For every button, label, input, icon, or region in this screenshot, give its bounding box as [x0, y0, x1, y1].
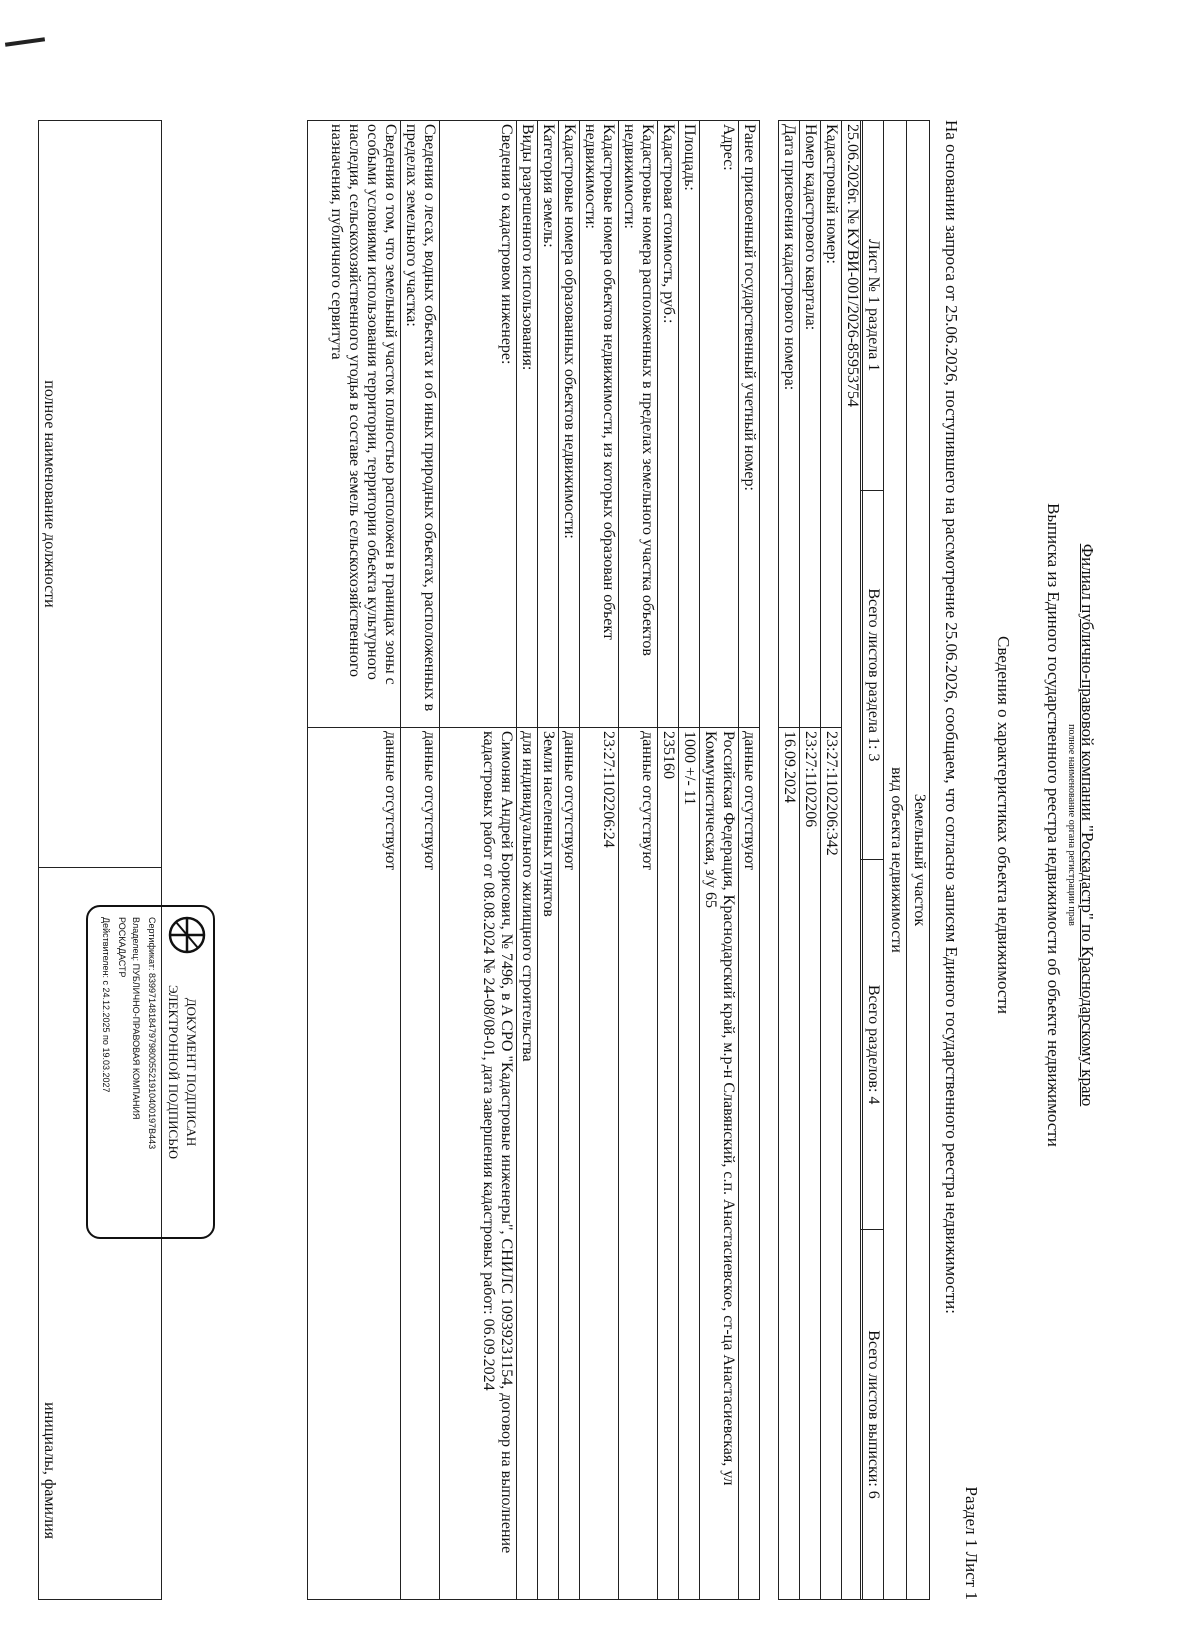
row-value: Земли населенных пунктов — [538, 728, 559, 1600]
row-value: 235160 — [658, 728, 679, 1600]
quarter-label: Номер кадастрового квартала: — [800, 121, 821, 728]
table-row — [559, 121, 580, 1600]
pen-mark — [5, 37, 45, 47]
cadastral-number-label: Кадастровый номер: — [821, 121, 842, 728]
row-label: Сведения о том, что земельный участок полностью расположен в границах зоны с особыми условиями использования территории, территории объекта культурного наследия, сельскохозяйственного угодья в составе земель сельскохозяйственного назначения, публичного сервитута — [308, 121, 401, 728]
doc-title: Выписка из Единого государственного реестра недвижимости об объекте недвижимости — [1044, 503, 1063, 1147]
sheet-label: Лист № 1 раздела 1 — [861, 121, 884, 491]
doc-subtitle: Сведения о характеристиках объекта недвижимости — [994, 636, 1013, 1014]
row-label: Кадастровая стоимость, руб.: — [658, 121, 679, 728]
summary-details-table — [778, 120, 863, 1600]
table-row — [440, 121, 517, 1600]
row-label: Кадастровые номера расположенных в пределах земельного участка объектов недвижимости: — [619, 121, 658, 728]
row-value: данные отсутствуют — [739, 728, 760, 1600]
row-label: Кадастровые номера объектов недвижимости, из которых образован объект недвижимости: — [580, 121, 619, 728]
row-value: 23:27:1102206:24 — [580, 728, 619, 1600]
object-type-caption: вид объекта недвижимости — [884, 121, 907, 1600]
row-label: Сведения о лесах, водных объектах и об иных природных объектах, расположенных в пределах земельного участка: — [401, 121, 440, 728]
row-value: данные отсутствуют — [308, 728, 401, 1600]
row-value: данные отсутствуют — [559, 728, 580, 1600]
cadastral-number: 23:27:1102206:342 — [821, 728, 842, 1600]
stamp-owner1: Владелец: ПУБЛИЧНО-ПРАВОВАЯ КОМПАНИЯ — [131, 917, 141, 1120]
total-sheets: Всего листов выписки: 6 — [861, 1230, 884, 1600]
table-row — [401, 121, 440, 1600]
org-subtitle: полное наименование органа регистрации прав — [1066, 724, 1077, 926]
section-sheet-label: Раздел 1 Лист 1 — [962, 1486, 981, 1600]
object-type: Земельный участок — [907, 121, 930, 1600]
stamp-line1: ДОКУМЕНТ ПОДПИСАН — [184, 997, 199, 1147]
summary-table — [860, 120, 930, 1600]
assign-date-value: 16.09.2024 — [779, 728, 800, 1600]
org-title: Филиал публично-правовой компании "Роскадастр" по Краснодарскому краю — [1078, 543, 1097, 1107]
sheets-in-section: Всего листов раздела 1: 3 — [861, 490, 884, 860]
basis-text: На основании запроса от 25.06.2026, поступившего на рассмотрение 25.06.2026, сообщаем, что согласно записям Единого государственного реестра недвижимости: — [942, 120, 961, 1314]
total-sections: Всего разделов: 4 — [861, 860, 884, 1230]
table-row — [739, 121, 760, 1600]
row-label: Кадастровые номера образованных объектов недвижимости: — [559, 121, 580, 728]
table-row — [619, 121, 658, 1600]
row-label: Сведения о кадастровом инженере: — [440, 121, 517, 728]
characteristics-table — [307, 120, 760, 1600]
row-value: Симонян Андрей Борисович, № 7496, в А СРО "Кадастровые инженеры", СНИЛС 10939231154, договор на выполнение кадастровых работ от 08.08.2024 № 24-08/08-01, дата завершения кадастровых работ: 06.09.2024 — [440, 728, 517, 1600]
table-row — [538, 121, 559, 1600]
position-caption: полное наименование должности — [39, 121, 162, 868]
table-row — [658, 121, 679, 1600]
assign-date-label: Дата присвоения кадастрового номера: — [779, 121, 800, 728]
stamp-line2: ЭЛЕКТРОННОЙ ПОДПИСЬЮ — [166, 985, 181, 1159]
date-number: 25.06.2026г. № КУВИ-001/2026-85953754 — [842, 121, 863, 1600]
quarter-value: 23:27:1102206 — [800, 728, 821, 1600]
table-row — [308, 121, 401, 1600]
row-label: Адрес: — [700, 121, 739, 728]
row-value: Российская Федерация, Краснодарский край, м.р-н Славянский, с.п. Анастасиевское, ст-ца Анастасиевская, ул Коммунистическая, з/у 65 — [700, 728, 739, 1600]
row-value: данные отсутствуют — [619, 728, 658, 1600]
table-row — [679, 121, 700, 1600]
stamp-cert: Сертификат: 8399714818479798005521910400197B443 — [147, 917, 157, 1150]
signature-table — [38, 120, 162, 1600]
row-value: 1000 +/- 11 — [679, 728, 700, 1600]
signature-stamp — [86, 905, 215, 1239]
row-label: Ранее присвоенный государственный учетный номер: — [739, 121, 760, 728]
table-row — [700, 121, 739, 1600]
initials-caption: инициалы, фамилия — [39, 868, 162, 1600]
stamp-validity: Действителен: с 24.12.2025 по 19.03.2027 — [101, 917, 111, 1093]
row-value: для индивидуального жилищного строительства — [517, 728, 538, 1600]
row-label: Площадь: — [679, 121, 700, 728]
row-value: данные отсутствуют — [401, 728, 440, 1600]
table-row — [580, 121, 619, 1600]
stamp-owner2: РОСКАДАСТР — [117, 917, 127, 978]
row-label: Виды разрешенного использования: — [517, 121, 538, 728]
row-label: Категория земель: — [538, 121, 559, 728]
table-row — [517, 121, 538, 1600]
